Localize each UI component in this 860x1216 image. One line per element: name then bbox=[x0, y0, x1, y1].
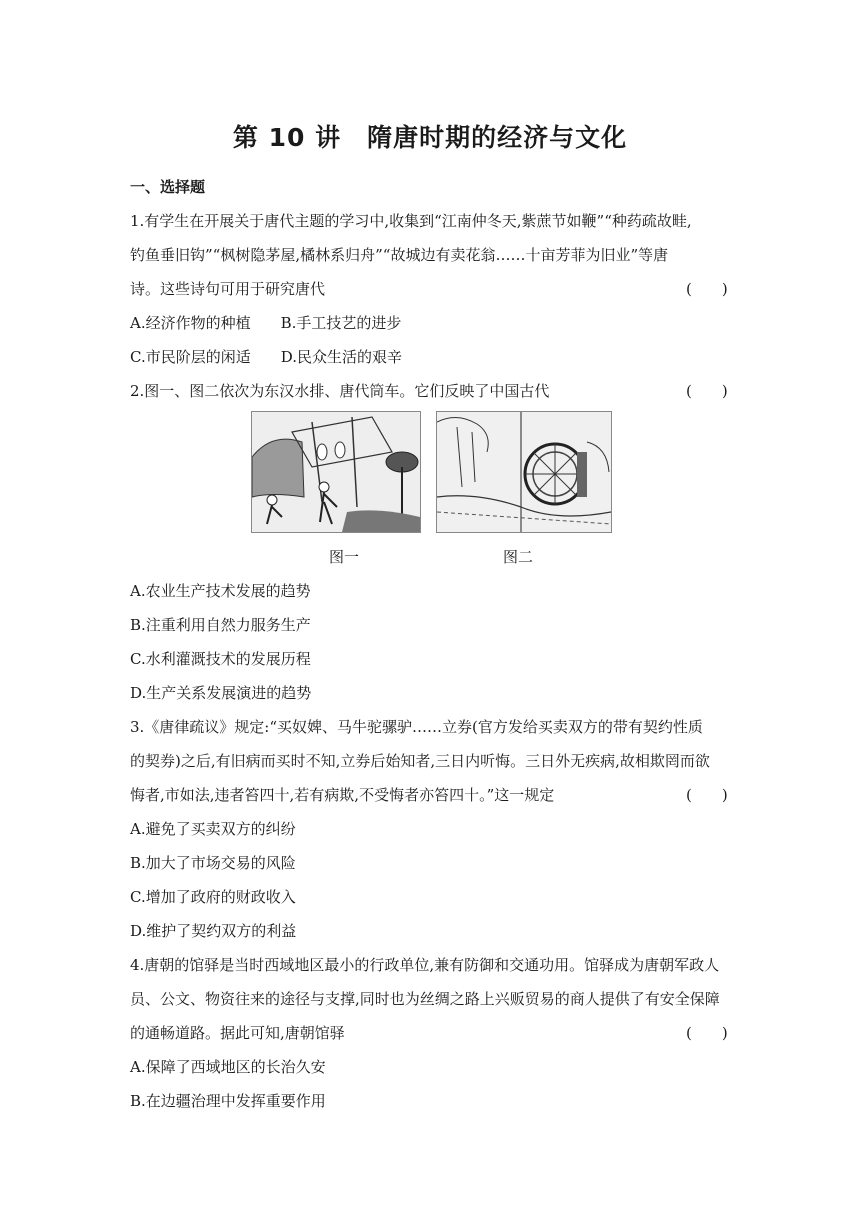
q3-option-d: D.维护了契约双方的利益 bbox=[130, 922, 297, 940]
q3-option-a: A.避免了买卖双方的纠纷 bbox=[130, 820, 296, 838]
q3-line-1: 3.《唐律疏议》规定:“买奴婢、马牛驼骡驴……立券(官方发给买卖双方的带有契约性质 bbox=[130, 718, 703, 736]
q2-stem: 2.图一、图二依次为东汉水排、唐代筒车。它们反映了中国古代 bbox=[130, 382, 550, 400]
page-title: 第 10 讲 隋唐时期的经济与文化 bbox=[232, 123, 628, 152]
q3-line-2: 的契券)之后,有旧病而买时不知,立券后始知者,三日内听悔。三日外无疾病,故相欺罔而欲 bbox=[130, 752, 710, 770]
q2-option-a: A.农业生产技术发展的趋势 bbox=[130, 582, 311, 600]
q1-line-1: 1.有学生在开展关于唐代主题的学习中,收集到“江南仲冬天,紫蔗节如鞭”“种药疏故畦, bbox=[130, 212, 692, 230]
figure-1-water-bellows-image bbox=[251, 411, 421, 533]
q3-option-b: B.加大了市场交易的风险 bbox=[130, 854, 296, 872]
q1-line-3: 诗。这些诗句可用于研究唐代 bbox=[130, 280, 326, 298]
q4-answer-paren: ( ) bbox=[686, 1024, 728, 1042]
q2-answer-paren: ( ) bbox=[686, 382, 728, 400]
q1-answer-paren: ( ) bbox=[686, 280, 728, 298]
q3-option-c: C.增加了政府的财政收入 bbox=[130, 888, 296, 906]
q1-line-2: 钓鱼垂旧钩”“枫树隐茅屋,橘林系归舟”“故城边有卖花翁……十亩芳菲为旧业”等唐 bbox=[130, 246, 669, 264]
q3-line-3: 悔者,市如法,违者笞四十,若有病欺,不受悔者亦笞四十。”这一规定 bbox=[130, 786, 555, 804]
q4-line-1: 4.唐朝的馆驿是当时西域地区最小的行政单位,兼有防御和交通功用。馆驿成为唐朝军政人 bbox=[130, 956, 720, 974]
q4-option-b: B.在边疆治理中发挥重要作用 bbox=[130, 1092, 326, 1110]
q3-answer-paren: ( ) bbox=[686, 786, 728, 804]
figure-1-caption: 图一 bbox=[329, 548, 360, 566]
q2-option-c: C.水利灌溉技术的发展历程 bbox=[130, 650, 311, 668]
q4-line-2: 员、公文、物资往来的途径与支撑,同时也为丝绸之路上兴贩贸易的商人提供了有安全保障 bbox=[130, 990, 720, 1008]
q4-option-a: A.保障了西域地区的长治久安 bbox=[130, 1058, 326, 1076]
q2-option-b: B.注重利用自然力服务生产 bbox=[130, 616, 311, 634]
section-heading: 一、选择题 bbox=[130, 178, 206, 196]
q1-options-row-1: A.经济作物的种植 B.手工技艺的进步 bbox=[130, 314, 402, 332]
q2-option-d: D.生产关系发展演进的趋势 bbox=[130, 684, 312, 702]
figure-2-waterwheel-image bbox=[436, 411, 612, 533]
q1-options-row-2: C.市民阶层的闲适 D.民众生活的艰辛 bbox=[130, 348, 402, 366]
q4-line-3: 的通畅道路。据此可知,唐朝馆驿 bbox=[130, 1024, 345, 1042]
figure-2-caption: 图二 bbox=[503, 548, 534, 566]
